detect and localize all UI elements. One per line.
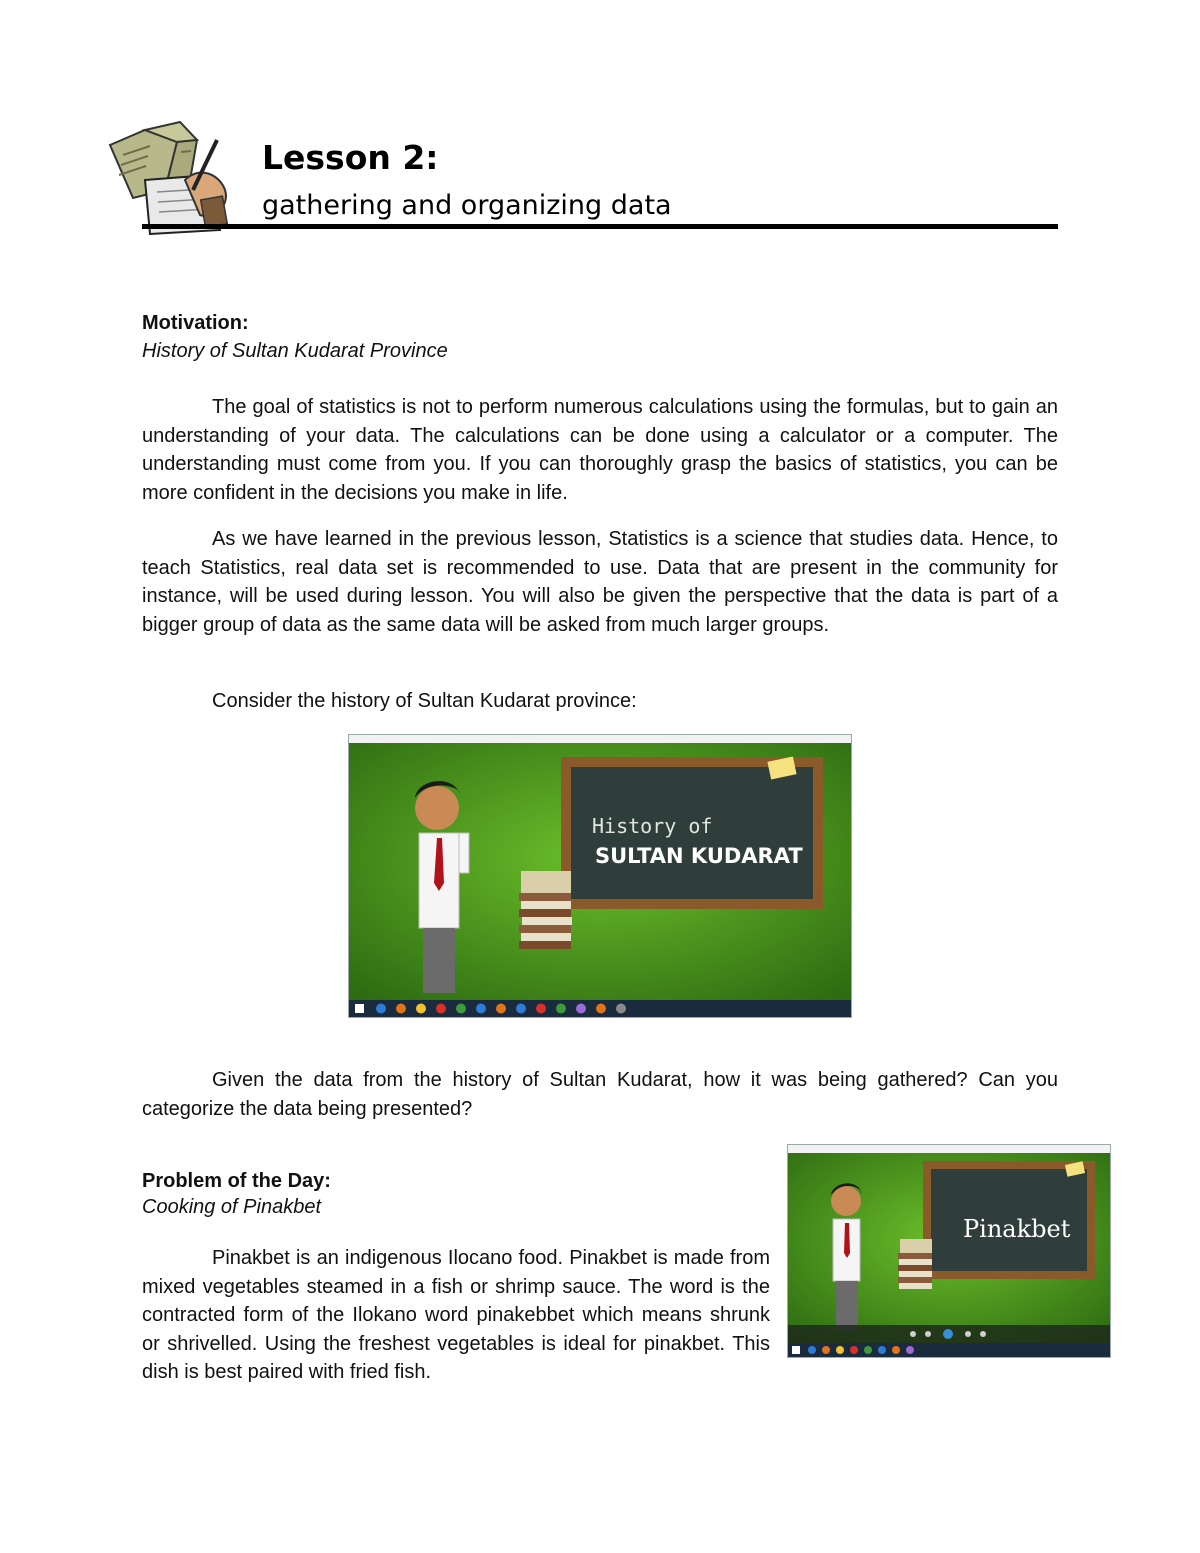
header-divider xyxy=(142,224,1058,229)
board-text-sultan-kudarat: SULTAN KUDARAT xyxy=(595,844,803,868)
board-text-pinakbet: Pinakbet xyxy=(963,1215,1071,1243)
board-text-history: History of xyxy=(592,814,713,838)
motivation-paragraph-1: The goal of statistics is not to perform numerous calculations using the formulas, but to gain an understanding of your data. The calculations can be done using a calculator or a computer. The understanding must come from you. If you can thoroughly grasp the basics of statistics, you can be more confident in the decisions you make in life. xyxy=(142,396,1058,504)
lesson-title: Lesson 2: xyxy=(262,138,439,177)
video-stage xyxy=(349,743,851,1000)
book-writing-icon xyxy=(105,120,245,235)
history-video-screenshot xyxy=(348,734,852,1018)
motivation-paragraph-3: Consider the history of Sultan Kudarat province: xyxy=(212,690,637,712)
problem-heading: Problem of the Day: xyxy=(142,1170,331,1192)
motivation-paragraph-2: As we have learned in the previous lesson, Statistics is a science that studies data. Hence, to teach Statistics, real data set is recommended to use. Data that are present in the community for instance, will be used during lesson. You will also be given the perspective that the data is part of a bigger group of data as the same data will be asked from much larger groups. xyxy=(142,528,1058,636)
pinakbet-video-screenshot xyxy=(787,1144,1111,1358)
video-window-titlebar xyxy=(788,1145,1110,1153)
video-window-taskbar xyxy=(349,1000,851,1017)
motivation-heading: Motivation: xyxy=(142,312,249,334)
problem-paragraph: Pinakbet is an indigenous Ilocano food. Pinakbet is made from mixed vegetables steamed in a fish or shrimp sauce. The word is the contracted form of the Ilokano word pinakebbet which means shrunk or shrivelled. Using the freshest vegetables is ideal for pinakbet. This dish is best paired with fried fish. xyxy=(142,1247,770,1383)
motivation-question: Given the data from the history of Sultan Kudarat, how it was being gathered? Can you categorize the data being presented? xyxy=(142,1069,1058,1120)
motivation-subtitle: History of Sultan Kudarat Province xyxy=(142,340,448,362)
video-stage xyxy=(788,1153,1110,1343)
lesson-subtitle: gathering and organizing data xyxy=(262,190,672,221)
video-window-titlebar xyxy=(349,735,851,743)
problem-subtitle: Cooking of Pinakbet xyxy=(142,1196,322,1218)
video-window-taskbar xyxy=(788,1343,1110,1357)
